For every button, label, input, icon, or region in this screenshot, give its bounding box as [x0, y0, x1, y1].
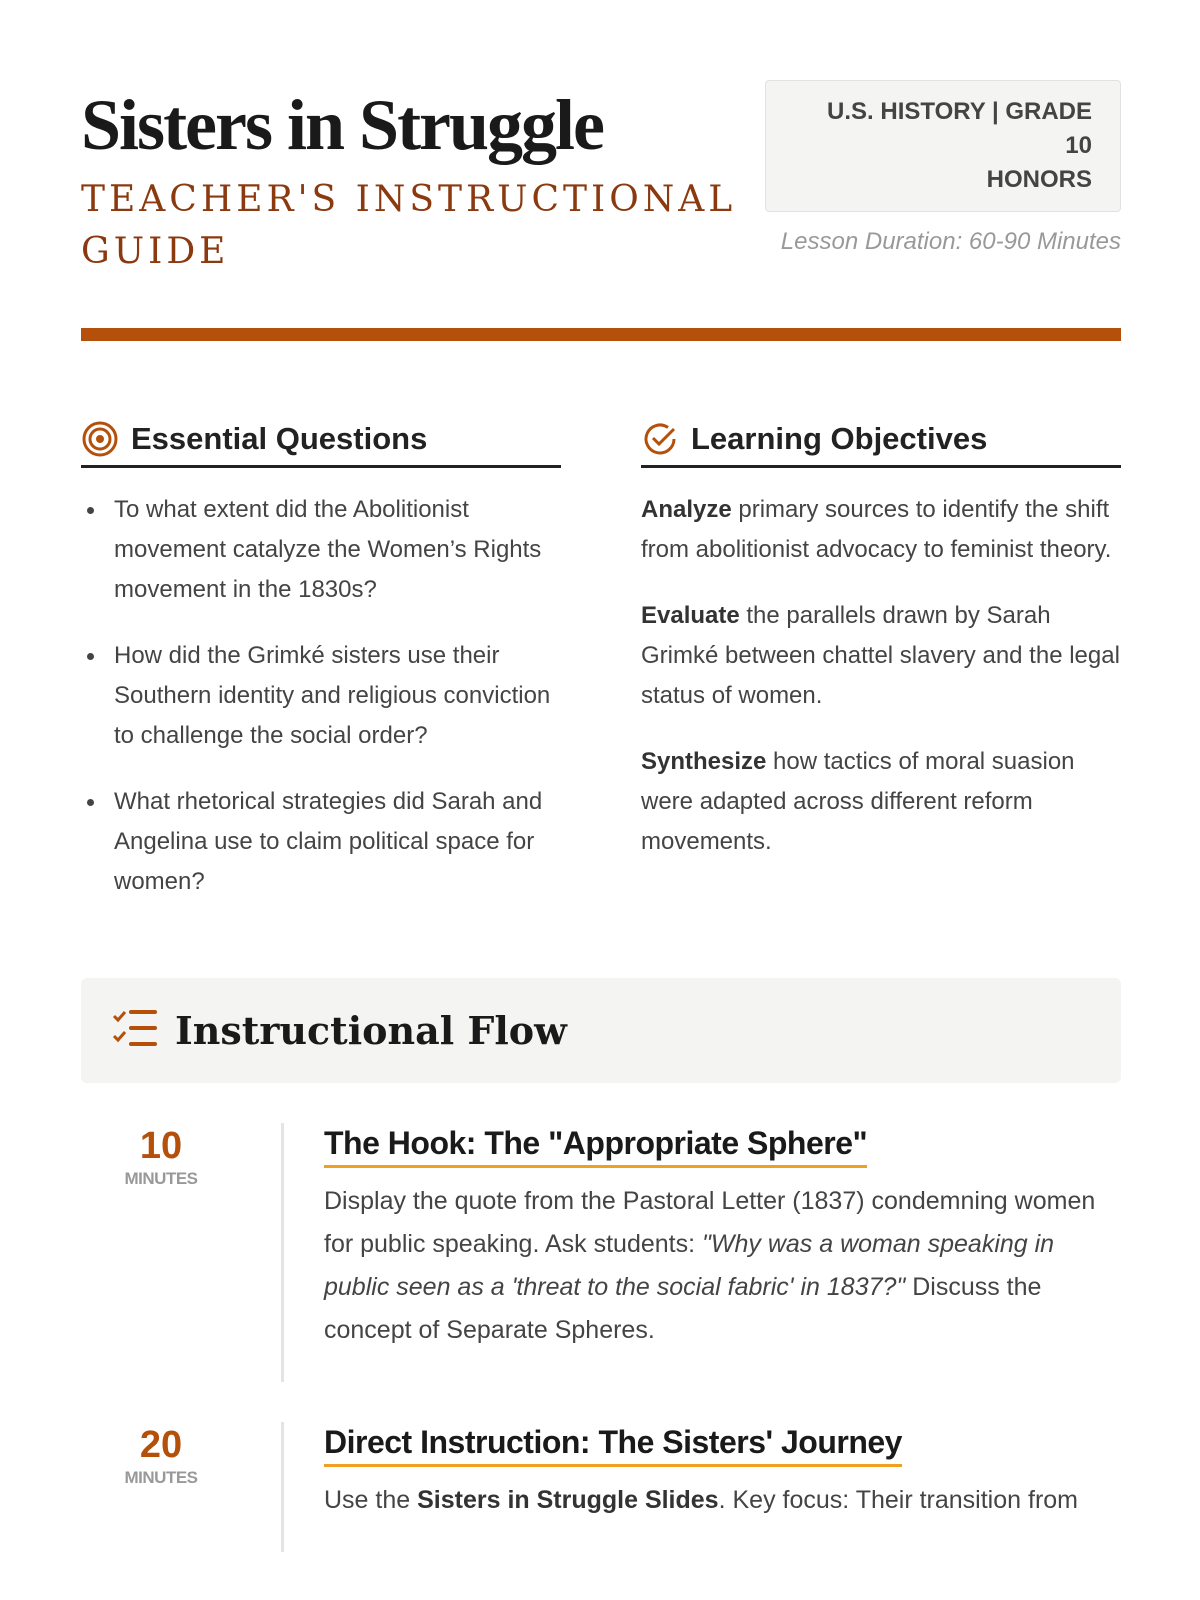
question-item: How did the Grimké sisters use their Southern identity and religious conviction to challenge the social order? [81, 636, 561, 756]
step-description: Display the quote from the Pastoral Letter (1837) condemning women for public speaking. Ask students: "Why was a woman speaking in public seen as a 'threat to the social fabric' in 1837?" Discuss the concept of Separate Spheres. [324, 1187, 1096, 1344]
page-title: Sisters in Struggle [81, 85, 604, 165]
timeline-line [281, 1123, 284, 1382]
target-icon [81, 420, 119, 458]
objective-item: Analyze primary sources to identify the shift from abolitionist advocacy to feminist theory. [641, 496, 1112, 563]
question-item: To what extent did the Abolitionist movement catalyze the Women’s Rights movement in the 1830s? [81, 490, 561, 610]
header-divider [81, 328, 1121, 341]
step-duration: 20 MINUTES [124, 1424, 198, 1487]
section-title: Essential Questions [131, 421, 428, 456]
step-duration: 10 MINUTES [124, 1125, 198, 1188]
instructional-flow-header [81, 978, 1121, 1083]
essential-questions [81, 419, 561, 928]
course-badge [765, 80, 1121, 212]
section-title: Learning Objectives [691, 421, 988, 456]
flow-step [81, 1422, 1121, 1552]
learning-objectives [641, 419, 1121, 928]
question-item: What rhetorical strategies did Sarah and Angelina use to claim political space for women? [81, 782, 561, 902]
badge-course: U.S. HISTORY | GRADE 10 [827, 98, 1092, 159]
objective-item: Evaluate the parallels drawn by Sarah Grimké between chattel slavery and the legal status of women. [641, 602, 1120, 709]
lesson-duration: Lesson Duration: 60-90 Minutes [780, 228, 1121, 255]
checklist-icon [111, 1008, 159, 1053]
badge-level: HONORS [986, 166, 1092, 193]
step-description: Use the Sisters in Struggle Slides. Key focus: Their transition from [324, 1486, 1078, 1514]
step-title: The Hook: The "Appropriate Sphere" [324, 1123, 867, 1168]
section-title: Instructional Flow [175, 1008, 567, 1053]
timeline-line [281, 1422, 284, 1552]
objective-item: Synthesize how tactics of moral suasion were adapted across different reform movements. [641, 748, 1075, 855]
page-subtitle: TEACHER'S INSTRUCTIONAL GUIDE [81, 179, 737, 272]
flow-step [81, 1123, 1121, 1382]
step-title: Direct Instruction: The Sisters' Journey [324, 1422, 902, 1467]
header [81, 80, 1121, 278]
check-circle-icon [641, 420, 679, 458]
